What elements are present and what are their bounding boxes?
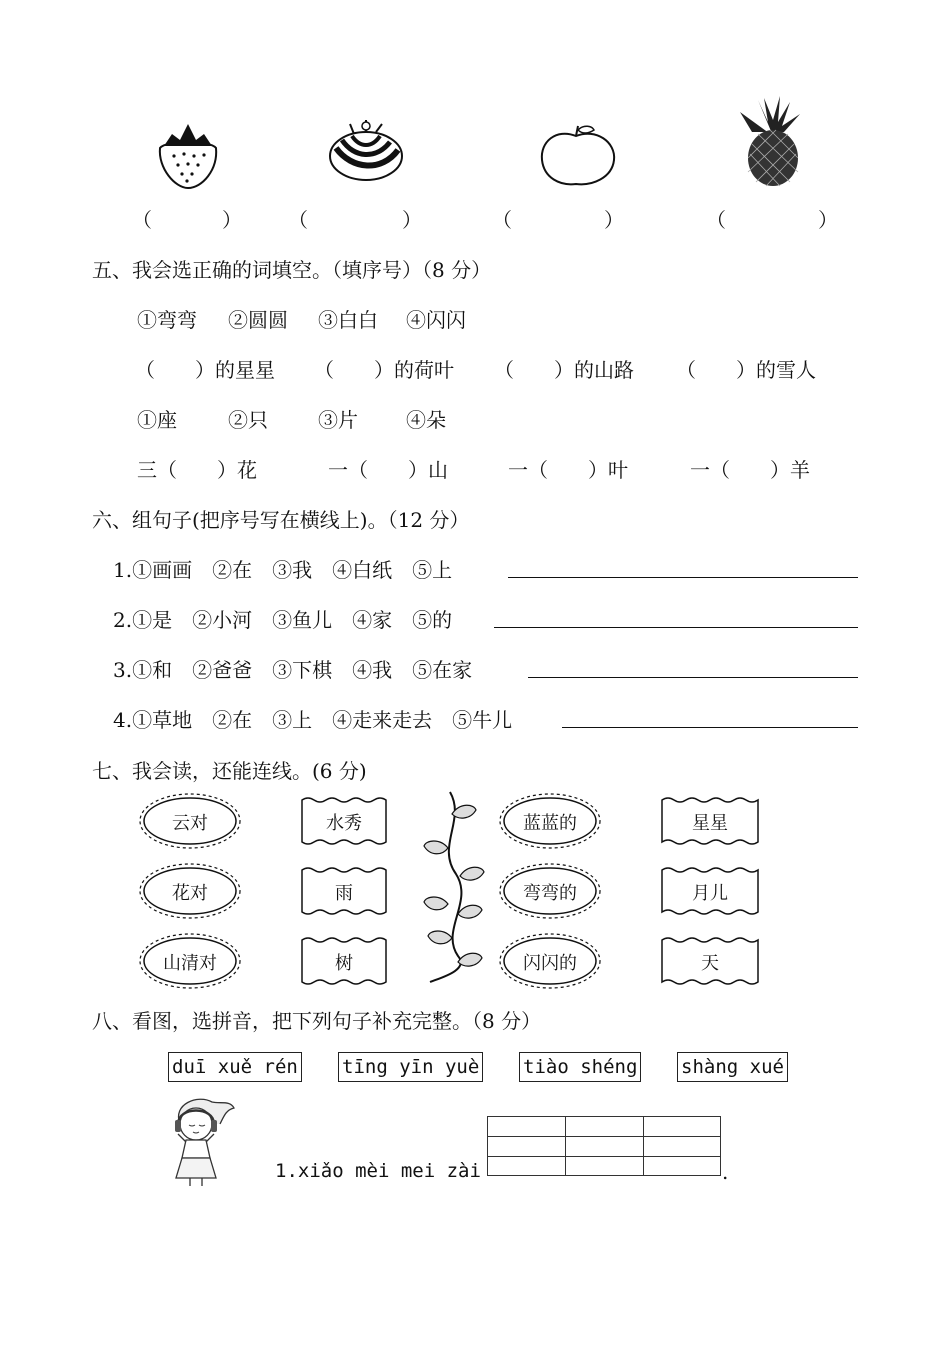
pinyin-option[interactable]: tiào shéng — [519, 1052, 641, 1082]
answer-slot-close-1: ） — [222, 208, 242, 232]
answer-slot-close-4: ） — [818, 208, 838, 232]
section5-option: ④朵 — [406, 408, 446, 432]
fill-blank: （ ）的荷叶 — [314, 358, 454, 382]
answer-slot-close-3: ） — [604, 208, 624, 232]
answer-slot-open-3: （ — [492, 208, 512, 232]
section6-title: 六、组句子(把序号写在横线上)。（12 分） — [92, 508, 470, 532]
match-word[interactable]: 月儿 — [692, 883, 728, 904]
section5-option: ②只 — [228, 408, 268, 432]
pinyin-option[interactable]: duī xuě rén — [168, 1052, 302, 1082]
measure-blank: 一（ ）山 — [328, 458, 448, 482]
section5-option: ④闪闪 — [406, 308, 466, 332]
answer-slot-open-4: （ — [706, 208, 726, 232]
measure-blank: 一（ ）羊 — [690, 458, 810, 482]
fill-blank: （ ）的雪人 — [676, 358, 816, 382]
vine-icon — [424, 792, 484, 982]
match-word[interactable]: 水秀 — [326, 813, 362, 834]
measure-blank: 一（ ）叶 — [508, 458, 628, 482]
section5-option: ②圆圆 — [228, 308, 288, 332]
section8-title: 八、看图，选拼音，把下列句子补充完整。（8 分） — [92, 1009, 542, 1033]
answer-slot-open-1: （ — [132, 208, 152, 232]
answer-slot-open-2: （ — [288, 208, 308, 232]
fill-blank: （ ）的星星 — [135, 358, 275, 382]
sentence-item: 3.①和 ②爸爸 ③下棋 ④我 ⑤在家 — [113, 658, 473, 682]
sentence-item: 4.①草地 ②在 ③上 ④走来走去 ⑤牛儿 — [113, 708, 513, 732]
pinyin-option[interactable]: shàng xué — [677, 1052, 788, 1082]
girl-headphones-icon — [160, 1094, 240, 1186]
sentence-1: 1.xiǎo mèi mei zài — [275, 1160, 481, 1182]
match-word[interactable]: 雨 — [335, 883, 353, 904]
match-word[interactable]: 树 — [335, 953, 353, 974]
match-word[interactable]: 星星 — [692, 813, 728, 834]
writing-grid[interactable] — [487, 1116, 721, 1176]
match-word[interactable]: 云对 — [172, 813, 208, 834]
section5-option: ①弯弯 — [137, 308, 197, 332]
match-word[interactable]: 弯弯的 — [523, 883, 577, 904]
section7-title: 七、我会读，还能连线。(6 分) — [92, 759, 367, 783]
section5-option: ③白白 — [318, 308, 378, 332]
sentence-item: 2.①是 ②小河 ③鱼儿 ④家 ⑤的 — [113, 608, 453, 632]
fill-blank: （ ）的山路 — [494, 358, 634, 382]
section5-option: ①座 — [137, 408, 177, 432]
match-word[interactable]: 山清对 — [163, 953, 217, 974]
match-word[interactable]: 闪闪的 — [523, 953, 577, 974]
match-word[interactable]: 天 — [701, 953, 719, 974]
measure-blank: 三（ ）花 — [137, 458, 257, 482]
sentence-period: . — [722, 1160, 729, 1184]
match-word[interactable]: 花对 — [172, 883, 208, 904]
sentence-item: 1.①画画 ②在 ③我 ④白纸 ⑤上 — [113, 558, 453, 582]
pinyin-option[interactable]: tīng yīn yuè — [338, 1052, 483, 1082]
match-word[interactable]: 蓝蓝的 — [523, 813, 577, 834]
section5-option: ③片 — [318, 408, 358, 432]
answer-slot-close-2: ） — [402, 208, 422, 232]
section5-title: 五、我会选正确的词填空。（填序号）（8 分） — [92, 258, 492, 282]
